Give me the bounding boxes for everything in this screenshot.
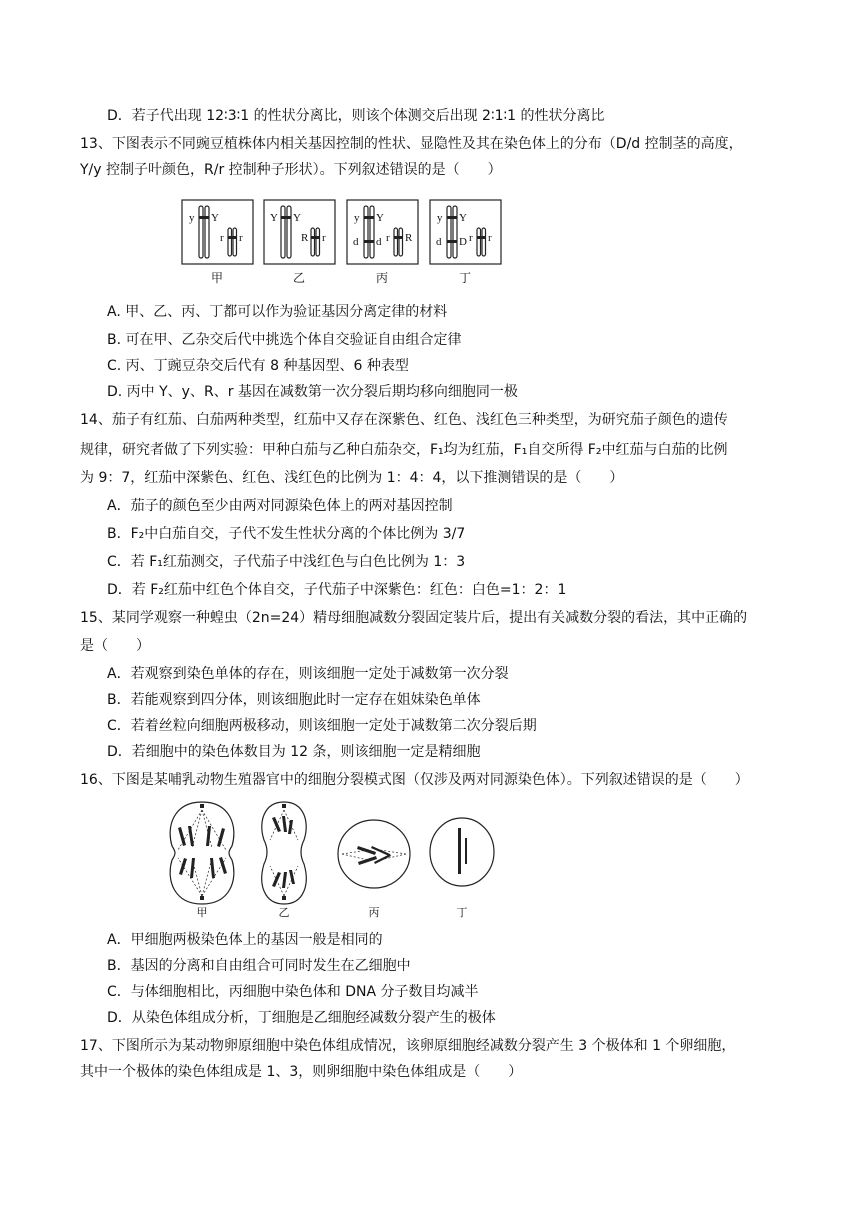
q17-stem-line1: 17、下图所示为某动物卵原细胞中染色体组成情况，该卵原细胞经减数分裂产生 3 个极体和 1 个卵细胞， xyxy=(80,1038,736,1054)
gene-label: Y xyxy=(459,212,467,224)
gene-label: y xyxy=(189,212,195,224)
q14-stem-line2: 规律，研究者做了下列实验：甲种白茄与乙种白茄杂交，F₁均为红茄，F₁自交所得 F₂中红茄与白茄的比例 xyxy=(80,442,728,458)
gene-label: r xyxy=(386,232,390,244)
gene-label: r xyxy=(239,232,243,244)
q13-option-d: D. 丙中 Y、y、R、r 基因在减数第一次分裂后期均移向细胞同一极 xyxy=(107,384,518,400)
gene-label: r xyxy=(220,232,224,244)
q13-option-a: A. 甲、乙、丙、丁都可以作为验证基因分离定律的材料 xyxy=(107,304,448,320)
gene-label: Y xyxy=(270,212,278,224)
q15-stem-line1: 15、某同学观察一种蝗虫（2n=24）精母细胞减数分裂固定装片后，提出有关减数分裂的看法，其中正确的 xyxy=(80,610,748,626)
q14-stem-line3: 为 9：7，红茄中深紫色、红色、浅红色的比例为 1：4：4，以下推测错误的是（ ） xyxy=(80,470,624,486)
panel-caption: 丁 xyxy=(458,271,472,285)
q15-stem-line2: 是（ ） xyxy=(80,638,150,654)
cell-caption: 乙 xyxy=(278,906,290,919)
gene-label: R xyxy=(301,232,309,244)
gene-label: d xyxy=(436,236,442,248)
gene-label: Y xyxy=(211,212,219,224)
q16-option-d: D．从染色体组成分析，丁细胞是乙细胞经减数分裂产生的极体 xyxy=(107,1010,496,1026)
q12-option-d: D．若子代出现 12∶3∶1 的性状分离比，则该个体测交后出现 2∶1∶1 的性状分离比 xyxy=(107,108,605,124)
gene-label: d xyxy=(353,236,359,248)
cell-caption: 丁 xyxy=(456,906,468,919)
gene-label: Y xyxy=(293,212,301,224)
q14-option-a: A．茄子的颜色至少由两对同源染色体上的两对基因控制 xyxy=(107,498,453,514)
q14-option-b: B．F₂中白茄自交，子代不发生性状分离的个体比例为 3/7 xyxy=(107,526,466,542)
q16-cell-division-figure xyxy=(162,798,502,920)
cell-caption: 甲 xyxy=(196,906,208,919)
gene-label: r xyxy=(322,232,326,244)
q16-stem: 16、下图是某哺乳动物生殖器官中的细胞分裂模式图（仅涉及两对同源染色体）。下列叙述错误的是（ ） xyxy=(80,772,749,788)
q16-option-c: C．与体细胞相比，丙细胞中染色体和 DNA 分子数目均减半 xyxy=(107,984,479,1000)
q15-option-a: A．若观察到染色单体的存在，则该细胞一定处于减数第一次分裂 xyxy=(107,666,509,682)
gene-label: Y xyxy=(376,212,384,224)
panel-caption: 甲 xyxy=(210,271,224,285)
cell-caption: 丙 xyxy=(368,906,380,919)
gene-label: D xyxy=(459,236,467,248)
gene-label: y xyxy=(354,212,360,224)
panel-caption: 乙 xyxy=(292,271,306,285)
q16-option-b: B．基因的分离和自由组合可同时发生在乙细胞中 xyxy=(107,958,411,974)
q13-stem-line1: 13、下图表示不同豌豆植株体内相关基因控制的性状、显隐性及其在染色体上的分布（D/d 控制茎的高度， xyxy=(80,136,743,152)
q13-option-c: C. 丙、丁豌豆杂交后代有 8 种基因型、6 种表型 xyxy=(107,358,409,374)
q15-option-c: C．若着丝粒向细胞两极移动，则该细胞一定处于减数第二次分裂后期 xyxy=(107,718,537,734)
q13-chromosome-figure xyxy=(180,198,520,290)
q14-stem-line1: 14、茄子有红茄、白茄两种类型，红茄中又存在深紫色、红色、浅红色三种类型，为研究茄子颜色的遗传 xyxy=(80,412,728,428)
q15-option-d: D．若细胞中的染色体数目为 12 条，则该细胞一定是精细胞 xyxy=(107,744,481,760)
q16-option-a: A．甲细胞两极染色体上的基因一般是相同的 xyxy=(107,932,383,948)
q14-option-c: C．若 F₁红茄测交，子代茄子中浅红色与白色比例为 1：3 xyxy=(107,554,466,570)
gene-label: r xyxy=(488,232,492,244)
gene-label: r xyxy=(469,232,473,244)
gene-label: R xyxy=(405,232,413,244)
q13-stem-line2: Y/y 控制子叶颜色，R/r 控制种子形状）。下列叙述错误的是（ ） xyxy=(80,162,502,178)
q15-option-b: B．若能观察到四分体，则该细胞此时一定存在姐妹染色单体 xyxy=(107,692,481,708)
q13-option-b: B. 可在甲、乙杂交后代中挑选个体自交验证自由组合定律 xyxy=(107,332,462,348)
q17-stem-line2: 其中一个极体的染色体组成是 1、3，则卵细胞中染色体组成是（ ） xyxy=(80,1064,523,1080)
q14-option-d: D．若 F₂红茄中红色个体自交，子代茄子中深紫色：红色：白色=1：2：1 xyxy=(107,582,567,598)
gene-label: y xyxy=(437,212,443,224)
panel-caption: 丙 xyxy=(375,271,389,285)
gene-label: d xyxy=(376,236,382,248)
